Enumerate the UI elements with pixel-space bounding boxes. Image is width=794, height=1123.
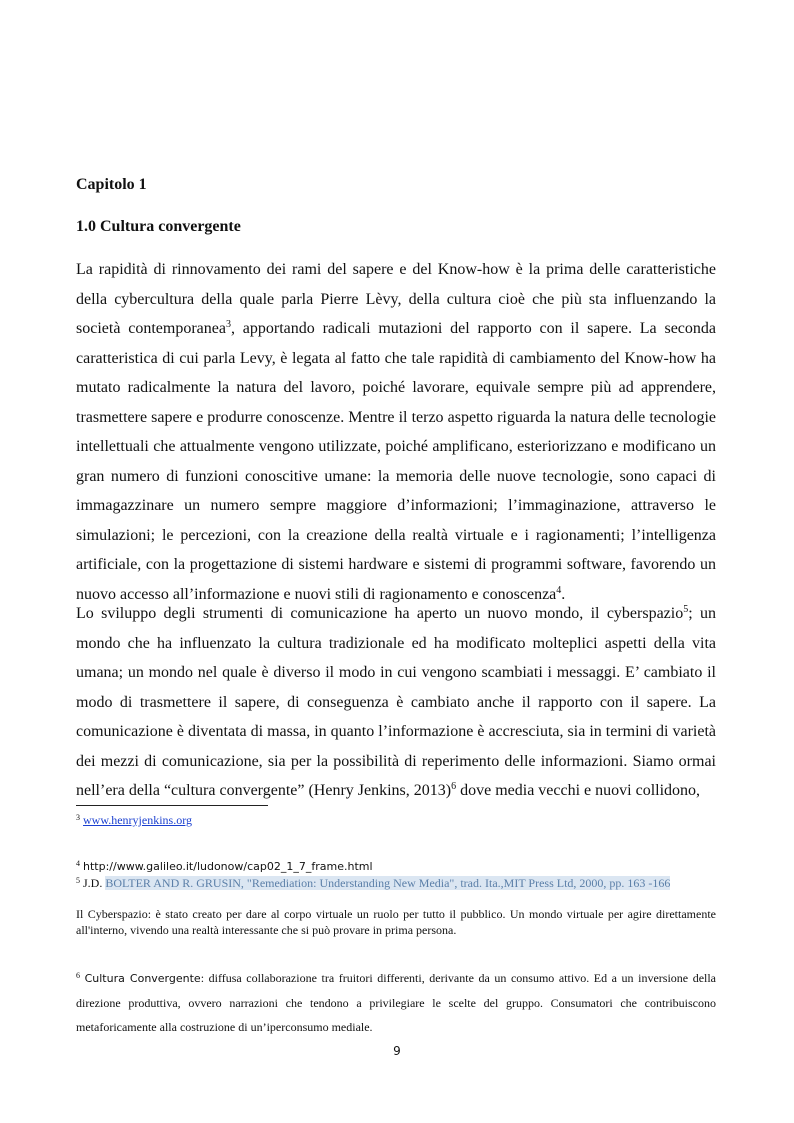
- footnote-ref[interactable]: 5: [683, 604, 689, 615]
- footnote-ref[interactable]: 6: [451, 781, 457, 792]
- footnote-text: : diffusa collaborazione tra fruitori differenti, derivante da un consumo attivo. Ed a un inversione della direzione produttiva, ovvero narrazioni che tendono a privilegiare le scelte del gruppo. Consumatori che contribuiscono metaforicamente alla costruzione di un’iperconsumo mediale.: [76, 971, 717, 1034]
- footnote-separator: [76, 805, 268, 806]
- paragraph-text: , apportando radicali mutazioni del rapporto con il sapere. La seconda caratteristica di cui parla Levy, è legata al fatto che tale rapidità di cambiamento del Know-how ha mutato radicalmente la natura del lavoro, poiché lavorare, equivale sempre più ad apprendere, trasmettere sapere e produrre conoscenze. Mentre il terzo aspetto riguarda la natura delle tecnologie intellettuali che attualmente vengono utilizzate, poiché amplificano, esteriorizzano e modificano un gran numero di funzioni conoscitive umane: la memoria delle nuove tecnologie, sono capaci di immagazzinare un numero sempre maggiore d’informazioni; l’immaginazione, attraverso le simulazioni; le percezioni, con la creazione della realtà virtuale e i ragionamenti; l’intelligenza artificiale, con la progettazione di sistemi hardware e sistemi di programmi software, favorendo un nuovo accesso all’informazione e nuovi stili di ragionamento e conoscenza: [76, 320, 717, 603]
- paragraph-text: dove media vecchi e nuovi collidono,: [456, 782, 701, 799]
- footnote-number: 5: [76, 876, 80, 885]
- highlighted-citation: BOLTER AND R. GRUSIN, "Remediation: Understanding New Media", trad. Ita.,MIT Press Ltd, 2000, pp. 163 -166: [105, 876, 671, 890]
- body-paragraph-1: [76, 255, 716, 609]
- footnote-url[interactable]: http://www.galileo.it/ludonow/cap02_1_7_frame.html: [83, 860, 373, 873]
- footnote-3: [76, 812, 716, 828]
- paragraph-text: Lo sviluppo degli strumenti di comunicazione ha aperto un nuovo mondo, il cyberspazio: [76, 605, 684, 622]
- footnote-6: [76, 966, 716, 1039]
- section-heading: 1.0 Cultura convergente: [76, 218, 241, 235]
- footnote-4: [76, 858, 716, 875]
- footnote-5-body: Il Cyberspazio: è stato creato per dare al corpo virtuale un ruolo per tutto il pubblico. Un mondo virtuale per agire direttamente all'interno, vivendo una realtà interessante che si può provare in prima persona.: [76, 907, 716, 937]
- footnote-number: 3: [76, 813, 80, 822]
- footnote-ref[interactable]: 3: [225, 319, 231, 330]
- page-number: 9: [393, 1044, 401, 1058]
- footnote-link[interactable]: www.henryjenkins.org: [83, 813, 192, 827]
- footnote-number: 6: [76, 971, 80, 980]
- footnote-number: 4: [76, 859, 80, 868]
- chapter-heading: Capitolo 1: [76, 176, 147, 193]
- body-paragraph-2: [76, 599, 716, 806]
- footnote-ref[interactable]: 4: [556, 584, 562, 596]
- footnote-term: Cultura Convergente: [84, 972, 201, 985]
- paragraph-text: .: [561, 585, 566, 603]
- paragraph-text: La rapidità di rinnovamento dei rami del sapere e del Know-how è la prima delle caratteristiche della cybercultura della quale parla Pierre Lèvy, della cultura cioè che più sta influenzando la società contemporanea: [76, 261, 716, 337]
- footnote-text: J.D.: [83, 876, 106, 890]
- paragraph-text: ; un mondo che ha influenzato la cultura tradizionale ed ha modificato molteplici aspetti della vita umana; un mondo nel quale è diverso il modo in cui vengono scambiati i messaggi. E’ cambiato il modo di trasmettere il sapere, di conseguenza è cambiato anche il rapporto con il sapere. La comunicazione è diventata di massa, in quanto l’informazione è accresciuta, sia in termini di varietà dei mezzi di comunicazione, sia per la possibilità di reperimento delle informazioni. Siamo ormai nell’era della “cultura convergente” (Henry Jenkins, 2013): [76, 605, 716, 799]
- footnote-5: [76, 875, 716, 891]
